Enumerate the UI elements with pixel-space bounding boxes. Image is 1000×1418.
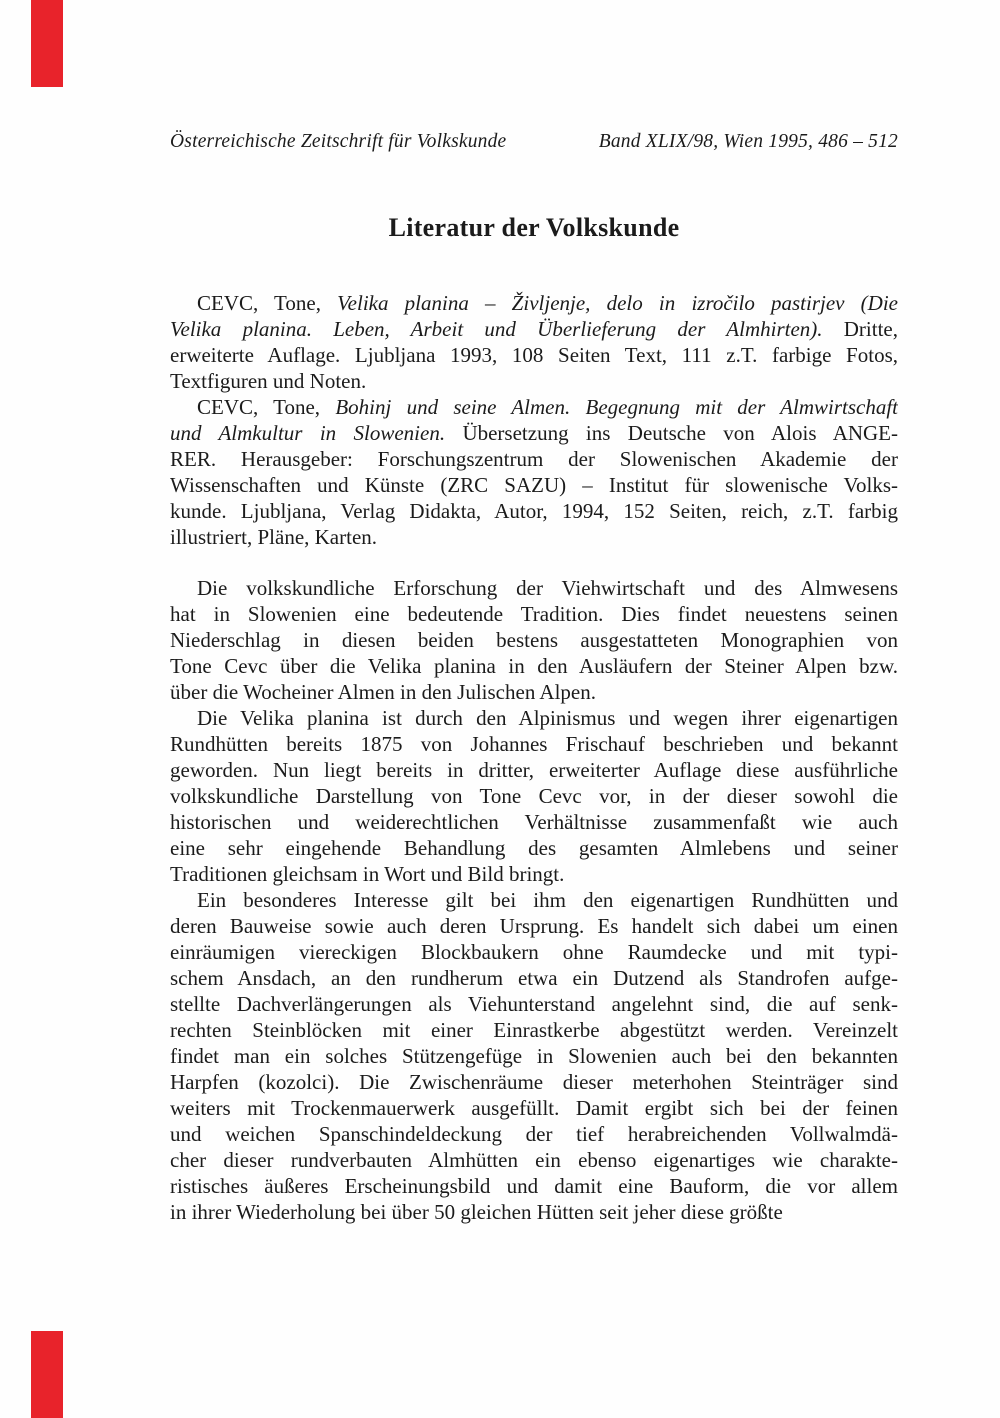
text-segment: schem Ansdach, an den rundherum etwa ein Dutzend als Standrofen aufge- (170, 966, 898, 990)
text-segment: historischen und weiderechtlichen Verhältnisse zusammenfaßt wie auch (170, 810, 898, 834)
text-line (170, 524, 898, 550)
text-segment: Tone Cevc über die Velika planina in den Ausläufern der Steiner Alpen bzw. (170, 654, 898, 678)
text-line (170, 809, 898, 835)
text-segment: Traditionen gleichsam in Wort und Bild bringt. (170, 862, 565, 886)
text-segment: volkskundliche Darstellung von Tone Cevc vor, in der dieser sowohl die (170, 784, 898, 808)
text-segment: Die volkskundliche Erforschung der Viehwirtschaft und des Almwesens (197, 576, 898, 600)
italic-text-segment: Bohinj und seine Almen. Begegnung mit der Almwirtschaft (335, 395, 898, 419)
text-line (170, 679, 898, 705)
text-line (170, 1043, 898, 1069)
text-line (170, 991, 898, 1017)
text-line (170, 835, 898, 861)
text-line (170, 783, 898, 809)
text-segment: illustriert, Pläne, Karten. (170, 525, 378, 549)
paragraph-2 (170, 394, 898, 550)
text-line (170, 887, 898, 913)
text-segment: findet man ein solches Stützengefüge in Slowenien auch bei den bekannten (170, 1044, 898, 1068)
text-line (170, 861, 898, 887)
text-line (170, 446, 898, 472)
paragraph-3 (170, 575, 898, 705)
text-line (170, 965, 898, 991)
issue-info: Band XLIX/98, Wien 1995, 486 – 512 (598, 131, 898, 152)
text-line (170, 939, 898, 965)
text-line (170, 757, 898, 783)
text-segment: ristisches äußeres Erscheinungsbild und damit eine Bauform, die vor allem (170, 1174, 898, 1198)
text-segment: geworden. Nun liegt bereits in dritter, erweiterter Auflage diese ausführliche (170, 758, 898, 782)
text-line (170, 472, 898, 498)
text-segment: Harpfen (kozolci). Die Zwischenräume dieser meterhohen Steinträger sind (170, 1070, 898, 1094)
text-line (170, 1147, 898, 1173)
italic-text-segment: und Almkultur in Slowenien. (170, 421, 446, 445)
text-segment: erweiterte Auflage. Ljubljana 1993, 108 Seiten Text, 111 z.T. farbige Fotos, (170, 343, 898, 367)
text-segment: hat in Slowenien eine bedeutende Tradition. Dies findet neuestens seinen (170, 602, 898, 626)
paragraph-4 (170, 705, 898, 887)
text-segment: Ein besonderes Interesse gilt bei ihm den eigenartigen Rundhütten und (197, 888, 898, 912)
text-line (170, 498, 898, 524)
text-segment: Rundhütten bereits 1875 von Johannes Frischauf beschrieben und bekannt (170, 732, 898, 756)
text-segment: weiters mit Trockenmauerwerk ausgefüllt. Damit ergibt sich bei der feinen (170, 1096, 898, 1120)
text-segment: stellte Dachverlängerungen als Viehunterstand angelehnt sind, die auf senk- (170, 992, 898, 1016)
journal-name: Österreichische Zeitschrift für Volkskunde (170, 131, 507, 152)
text-segment: Wissenschaften und Künste (ZRC SAZU) – Institut für slowenische Volks- (170, 473, 898, 497)
text-line (170, 575, 898, 601)
text-line (170, 1199, 898, 1225)
text-segment: einräumigen viereckigen Blockbaukern ohne Raumdecke und mit typi- (170, 940, 898, 964)
text-line (170, 1095, 898, 1121)
text-line (170, 627, 898, 653)
body-text (170, 290, 898, 1225)
text-segment: und weichen Spanschindeldeckung der tief herabreichenden Vollwalmdä- (170, 1122, 898, 1146)
text-segment: kunde. Ljubljana, Verlag Didakta, Autor, 1994, 152 Seiten, reich, z.T. farbig (170, 499, 898, 523)
text-segment: Übersetzung ins Deutsche von Alois ANGE- (445, 421, 898, 445)
text-line (170, 913, 898, 939)
text-line (170, 342, 898, 368)
text-line (170, 1173, 898, 1199)
text-line (170, 1069, 898, 1095)
text-line (170, 1121, 898, 1147)
text-segment: rechten Steinblöcken mit einer Einrastkerbe abgestützt werden. Vereinzelt (170, 1018, 898, 1042)
text-line (170, 731, 898, 757)
paragraph-1 (170, 290, 898, 394)
text-segment: Die Velika planina ist durch den Alpinismus und wegen ihrer eigenartigen (197, 706, 898, 730)
text-segment: CEVC, Tone, (197, 291, 338, 315)
text-line (170, 290, 898, 316)
page-title: Literatur der Volkskunde (388, 213, 680, 242)
text-segment: eine sehr eingehende Behandlung des gesamten Almlebens und seiner (170, 836, 898, 860)
text-segment: Textfiguren und Noten. (170, 369, 367, 393)
red-scan-mark-top (31, 0, 63, 87)
text-line (170, 368, 898, 394)
text-segment: Niederschlag in diesen beiden bestens ausgestatteten Monographien von (170, 628, 898, 652)
italic-text-segment: Velika planina. Leben, Arbeit und Überlieferung der Almhirten). (170, 317, 823, 341)
text-segment: Dritte, (822, 317, 898, 341)
red-scan-mark-bottom (31, 1331, 63, 1418)
text-segment: cher dieser rundverbauten Almhütten ein ebenso eigenartiges wie charakte- (170, 1148, 898, 1172)
text-line (170, 1017, 898, 1043)
text-line (170, 420, 898, 446)
text-segment: RER. Herausgeber: Forschungszentrum der Slowenischen Akademie der (170, 447, 898, 471)
text-segment: CEVC, Tone, (197, 395, 336, 419)
text-segment: in ihrer Wiederholung bei über 50 gleichen Hütten seit jeher diese größte (170, 1200, 783, 1224)
text-segment: deren Bauweise sowie auch deren Ursprung. Es handelt sich dabei um einen (170, 914, 898, 938)
text-line (170, 653, 898, 679)
text-line (170, 316, 898, 342)
text-line (170, 705, 898, 731)
text-segment: über die Wocheiner Almen in den Julischen Alpen. (170, 680, 596, 704)
running-head (170, 131, 898, 153)
text-line (170, 394, 898, 420)
paragraph-5 (170, 887, 898, 1225)
text-line (170, 601, 898, 627)
italic-text-segment: Velika planina – Življenje, delo in izročilo pastirjev (Die (337, 291, 898, 315)
